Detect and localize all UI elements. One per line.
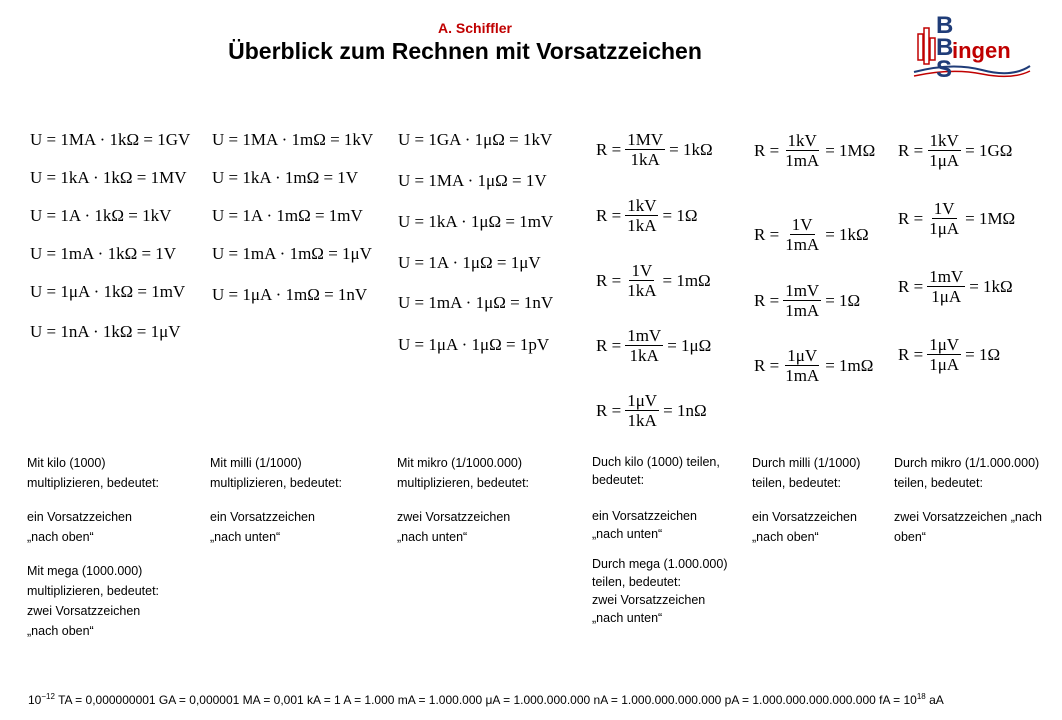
resistance-symbol: R [754,290,766,310]
result: 1Ω [839,290,861,310]
equation: U = 1mA · 1mΩ = 1μV [212,244,372,263]
fraction-equation [754,215,869,254]
equation: U = 1A · 1mΩ = 1mV [212,206,363,225]
note-div-kilo [592,453,728,627]
fraction [625,326,663,365]
result: 1MΩ [978,208,1016,228]
equals-sign: = [913,140,924,160]
numerator: 1kV [929,131,959,150]
resistance-symbol: R [596,400,608,420]
equation: U = 1A · 1kΩ = 1kV [30,206,172,225]
prefix-conversion-footer [28,692,944,707]
equals-sign: = [611,335,622,355]
equals-sign: = [769,224,780,244]
numerator: 1kV [787,131,817,150]
note-line: ein Vorsatzzeichen [752,510,857,524]
note-line: zwei Vorsatzzeichen [27,604,141,618]
equals-sign: = [825,224,835,244]
equation: U = 1MA · 1μΩ = 1V [398,171,547,190]
result: 1mΩ [839,355,874,375]
fraction-equation [898,199,1015,238]
note-div-milli [752,453,860,547]
denominator: 1kA [629,346,659,365]
resistance-symbol: R [754,140,766,160]
note-line: multiplizieren, bedeutet: [397,476,530,490]
resistance-symbol: R [596,205,608,225]
equals-sign: = [825,140,835,160]
equals-sign: = [662,270,673,290]
fraction-equation [898,335,1000,374]
denominator: 1kA [627,281,657,300]
note-line: „nach oben“ [27,624,94,638]
equals-sign: = [913,344,924,364]
numerator: 1V [631,261,653,280]
note-line: „nach oben“ [752,530,819,544]
resistance-symbol: R [596,139,608,159]
note-line: ein Vorsatzzeichen [27,510,132,524]
footer-body: TA = 0,000000001 GA = 0,000001 MA = 0,001 kA = 1 A = 1.000 mA = 1.000.000 μA = 1.000.000.000 nA = 1.000.000.000.000 pA = 1.000.000.000.000.000 fA = 10 [58,693,917,707]
equation: U = 1mA · 1kΩ = 1V [30,244,177,263]
fraction-equation [596,130,713,169]
equals-sign: = [965,140,975,160]
equals-sign: = [769,355,780,375]
fraction-equation [596,261,711,300]
denominator: 1mA [785,235,820,254]
result: 1mΩ [676,270,711,290]
result: 1Ω [978,344,1001,364]
equation: U = 1GA · 1μΩ = 1kV [398,130,553,149]
fraction [783,131,821,170]
numerator: 1kV [627,196,657,215]
numerator: 1V [791,215,813,234]
note-line: Mit mega (1000.000) [27,564,143,578]
equals-sign: = [663,400,673,420]
numerator: 1mV [627,326,662,345]
equals-sign: = [769,140,780,160]
resistance-symbol: R [596,335,608,355]
logo-letter-b2: B [936,34,954,61]
page-title: Überblick zum Rechnen mit Vorsatzzeichen [228,38,702,64]
denominator: 1mA [785,366,820,385]
fraction-equation [596,196,697,235]
note-line: „nach unten“ [210,530,281,544]
numerator: 1μV [627,391,658,410]
equation: U = 1MA · 1mΩ = 1kV [212,130,374,149]
result: 1GΩ [978,140,1013,160]
result: 1kΩ [983,276,1013,296]
footer-exponent: −12 [41,692,55,701]
equation: U = 1A · 1μΩ = 1μV [398,253,541,272]
note-line: Durch mega (1.000.000) [592,557,728,571]
fraction [625,196,658,235]
note-line: zwei Vorsatzzeichen „nach [894,510,1042,524]
fraction-equation [898,267,1013,306]
resistance-symbol: R [898,276,910,296]
result: 1kΩ [682,139,713,159]
equals-sign: = [965,208,975,228]
resistance-symbol: R [898,140,910,160]
equals-sign: = [667,335,677,355]
fraction [927,335,961,374]
footer-exponent-18: 18 [916,692,926,701]
note-line: „nach unten“ [592,611,663,625]
result: 1μΩ [681,335,712,355]
fraction [927,199,961,238]
denominator: 1kA [627,411,657,430]
fraction [625,130,665,169]
logo-letter-b1: B [936,12,954,39]
numerator: 1μV [929,335,960,354]
numerator: 1MV [627,130,664,149]
equals-sign: = [669,139,679,159]
denominator: 1kA [630,150,660,169]
logo-text: ingen [952,38,1011,63]
resistance-symbol: R [898,208,910,228]
note-line: zwei Vorsatzzeichen [592,593,706,607]
equals-sign: = [913,208,924,228]
numerator: 1V [933,199,955,218]
note-line: Mit mikro (1/1000.000) [397,456,523,470]
result: 1kΩ [839,224,869,244]
equals-sign: = [769,290,780,310]
equals-sign: = [913,276,924,296]
equals-sign: = [825,355,835,375]
note-line: oben“ [894,530,926,544]
equals-sign: = [611,139,622,159]
fraction-equation [898,131,1012,170]
fraction-equation [596,391,707,430]
denominator: 1μA [929,151,960,170]
equals-sign: = [825,290,835,310]
footer-tail: aA [929,693,944,707]
footer-base: 10 [28,693,42,707]
equation: U = 1MA · 1kΩ = 1GV [30,130,191,149]
note-line: teilen, bedeutet: [592,575,681,589]
note-line: bedeutet: [592,473,645,487]
result: 1Ω [676,205,698,225]
fraction [783,215,821,254]
fraction [783,281,821,320]
fraction [625,391,659,430]
note-div-mikro [894,453,1062,547]
note-line: Mit milli (1/1000) [210,456,302,470]
equals-sign: = [611,400,622,420]
equation: U = 1kA · 1kΩ = 1MV [30,168,187,187]
note-mikro [397,453,529,547]
equation: U = 1kA · 1μΩ = 1mV [398,212,554,231]
note-line: multiplizieren, bedeutet: [210,476,343,490]
denominator: 1mA [785,151,820,170]
note-kilo [27,453,159,641]
note-line: Durch mikro (1/1.000.000) [894,456,1040,470]
equation: U = 1kA · 1mΩ = 1V [212,168,359,187]
result: 1nΩ [676,400,707,420]
note-milli [210,453,342,547]
fraction-equation [754,131,875,170]
equals-sign: = [611,270,622,290]
result: 1MΩ [839,140,876,160]
denominator: 1μA [931,287,962,306]
resistance-symbol: R [754,224,766,244]
logo-letter-s: S [936,56,953,83]
fraction [625,261,658,300]
denominator: 1mA [785,301,820,320]
note-line: Duch kilo (1000) teilen, [592,455,720,469]
note-line: Mit kilo (1000) [27,456,106,470]
equation: U = 1μA · 1mΩ = 1nV [212,285,368,304]
numerator: 1mV [929,267,964,286]
fraction-equation [596,326,711,365]
resistance-symbol: R [596,270,608,290]
author-name: A. Schiffler [438,20,512,36]
equals-sign: = [662,205,673,225]
denominator: 1kA [627,216,657,235]
note-line: multiplizieren, bedeutet: [27,584,160,598]
note-line: multiplizieren, bedeutet: [27,476,160,490]
fraction [783,346,821,385]
note-line: ein Vorsatzzeichen [210,510,315,524]
denominator: 1μA [929,355,960,374]
fraction [927,131,961,170]
denominator: 1μA [929,219,960,238]
equals-sign: = [611,205,622,225]
fraction-equation [754,346,873,385]
note-line: teilen, bedeutet: [752,476,841,490]
fraction-equation [754,281,860,320]
equals-sign: = [965,344,975,364]
note-line: „nach unten“ [397,530,468,544]
note-line: teilen, bedeutet: [894,476,983,490]
equals-sign: = [969,276,979,296]
note-line: „nach unten“ [592,527,663,541]
fraction [927,267,965,306]
bbs-bingen-logo [912,14,1032,84]
numerator: 1mV [785,281,820,300]
note-line: Durch milli (1/1000) [752,456,861,470]
equation: U = 1μA · 1kΩ = 1mV [30,282,186,301]
note-line: zwei Vorsatzzeichen [397,510,511,524]
resistance-symbol: R [754,355,766,375]
equation: U = 1μA · 1μΩ = 1pV [398,335,550,354]
equation: U = 1nA · 1kΩ = 1μV [30,322,181,341]
note-line: „nach oben“ [27,530,94,544]
equation: U = 1mA · 1μΩ = 1nV [398,293,554,312]
resistance-symbol: R [898,344,910,364]
note-line: ein Vorsatzzeichen [592,509,697,523]
numerator: 1μV [787,346,818,365]
